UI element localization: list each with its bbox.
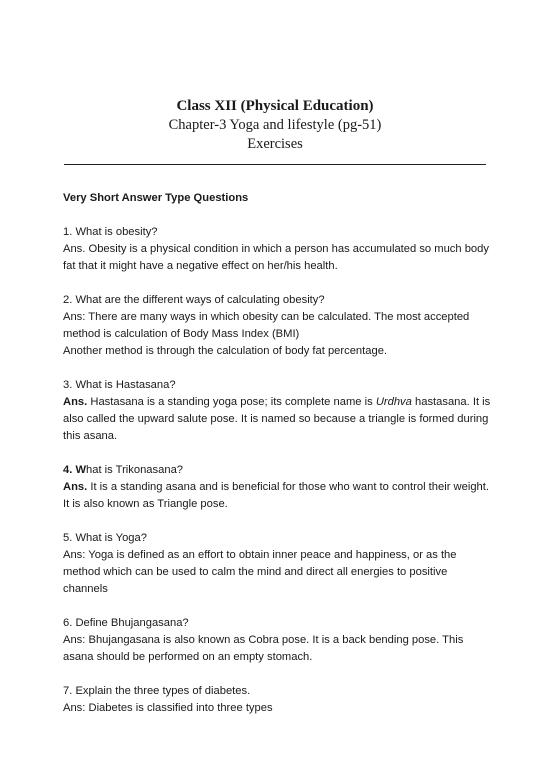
answer-4-text: It is a standing asana and is beneficial for those who want to control their weight. It is also known as Triangle pose.: [63, 481, 489, 510]
answer-2: Ans: There are many ways in which obesity can be calculated. The most accepted method is calculation of Body Mass Index (BMI): [63, 311, 470, 340]
question-4-number: 4. W: [63, 464, 86, 476]
question-block-3: [63, 377, 493, 445]
document-header: [0, 97, 550, 154]
question-6: 6. Define Bhujangasana?: [63, 617, 189, 629]
answer-4: [63, 479, 493, 513]
answer-3-text-b: hastasana. It is also called the upward salute pose. It is named so because a triangle is formed during this asana.: [63, 396, 491, 442]
answer-7: Ans: Diabetes is classified into three types: [63, 702, 273, 714]
section-heading: Very Short Answer Type Questions: [63, 192, 249, 204]
answer-5: Ans: Yoga is defined as an effort to obtain inner peace and happiness, or as the method which can be used to calm the mind and direct all energies to positive channels: [63, 549, 457, 595]
question-4: [63, 462, 493, 479]
question-5: 5. What is Yoga?: [63, 532, 147, 544]
document-body: [63, 190, 493, 734]
question-7: 7. Explain the three types of diabetes.: [63, 685, 251, 697]
header-divider: [64, 164, 486, 165]
question-3: 3. What is Hastasana?: [63, 379, 176, 391]
answer-4-label: Ans.: [63, 481, 88, 493]
question-2: 2. What are the different ways of calculating obesity?: [63, 294, 325, 306]
answer-3-text-a: Hastasana is a standing yoga pose; its complete name is: [87, 396, 376, 408]
answer-3-italic: Urdhva: [375, 396, 412, 408]
question-block-7: [63, 683, 493, 717]
answer-1: Ans. Obesity is a physical condition in which a person has accumulated so much body fat that it might have a negative effect on her/his health.: [63, 243, 489, 272]
question-4-text: hat is Trikonasana?: [86, 464, 184, 476]
answer-6: Ans: Bhujangasana is also known as Cobra pose. It is a back bending pose. This asana should be performed on an empty stomach.: [63, 634, 464, 663]
question-block-6: [63, 615, 493, 666]
question-1: 1. What is obesity?: [63, 226, 158, 238]
question-block-2: [63, 292, 493, 360]
chapter-title: Chapter-3 Yoga and lifestyle (pg-51): [168, 117, 382, 133]
document-title: Class XII (Physical Education): [176, 98, 374, 114]
answer-3: [63, 394, 493, 445]
question-block-5: [63, 530, 493, 598]
exercises-heading: Exercises: [247, 136, 303, 152]
question-block-4: [63, 462, 493, 513]
answer-3-label: Ans.: [63, 396, 88, 408]
question-block-1: [63, 224, 493, 275]
answer-2-extra: Another method is through the calculation of body fat percentage.: [63, 345, 388, 357]
